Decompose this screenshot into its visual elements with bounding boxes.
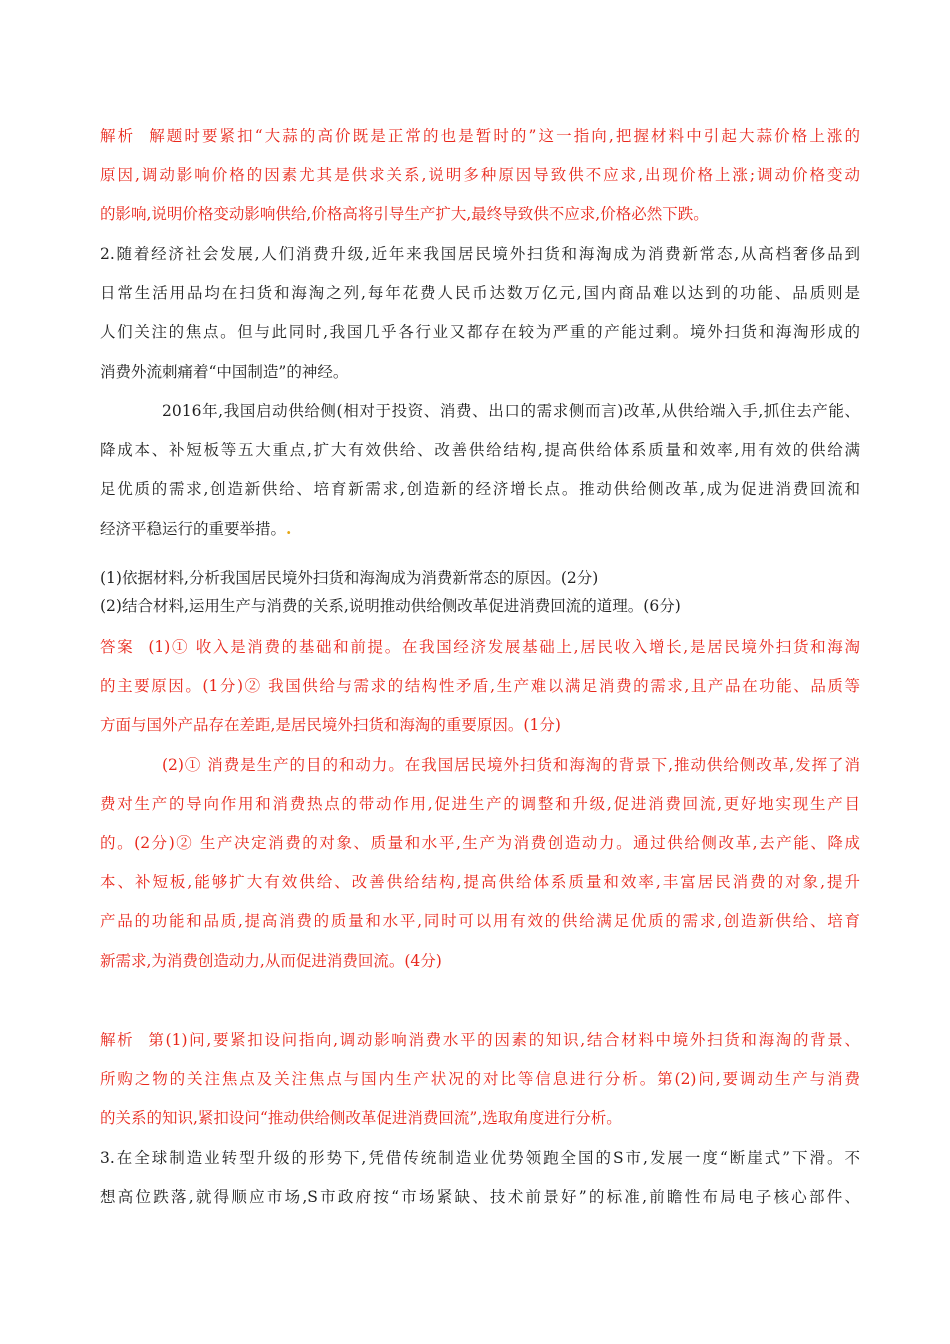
answer-2-part2-line: 新需求,为消费创造动力,从而促进消费回流。(4分): [100, 951, 442, 970]
question-2-line: 日常生活用品均在扫货和海淘之列,每年花费人民币达数万亿元,国内商品难以达到的功能、品质则是: [100, 284, 860, 303]
analysis-1-line: 解析 解题时要紧扣“大蒜的高价既是正常的也是暂时的”这一指向,把握材料中引起大蒜价格上涨的: [100, 127, 860, 145]
question-3-line: 3.在全球制造业转型升级的形势下,凭借传统制造业优势领跑全国的S市,发展一度“断崖式”下滑。不: [100, 1149, 860, 1167]
question-2: [100, 235, 860, 550]
question-3-line: 想高位跌落,就得顺应市场,S市政府按“市场紧缺、技术前景好”的标准,前瞻性布局电子核心部件、: [100, 1188, 860, 1207]
answer-2-line: 方面与国外产品存在差距,是居民境外扫货和海淘的重要原因。(1分): [100, 716, 561, 735]
question-2-line: 2.随着经济社会发展,人们消费升级,近年来我国居民境外扫货和海淘成为消费新常态,从高档奢侈品到: [100, 245, 860, 263]
analysis-1: [100, 117, 860, 235]
answer-2-part2-line: 本、补短板,能够扩大有效供给、改善供给结构,提高供给体系质量和效率,丰富居民消费的对象,提升: [100, 873, 860, 892]
answer-2-part2-line: (2)① 消费是生产的目的和动力。在我国居民境外扫货和海淘的背景下,推动供给侧改革,发挥了消: [162, 755, 860, 774]
analysis-1-line: 的影响,说明价格变动影响供给,价格高将引导生产扩大,最终导致供不应求,价格必然下跌。: [100, 205, 709, 224]
answer-2-part2-line: 费对生产的导向作用和消费热点的带动作用,促进生产的调整和升级,促进消费回流,更好地实现生产目: [100, 794, 860, 813]
question-2-para2-line: 经济平稳运行的重要举措。.: [100, 519, 292, 539]
answer-2-line: 的主要原因。(1分)② 我国供给与需求的结构性矛盾,生产难以满足消费的需求,且产品在功能、品质等: [100, 677, 860, 696]
analysis-2: [100, 1021, 860, 1139]
analysis-2-line: 所购之物的关注焦点及关注焦点与国内生产状况的对比等信息进行分析。第(2)问,要调动生产与消费: [100, 1070, 860, 1089]
question-2-line: 消费外流刺痛着“中国制造”的神经。: [100, 362, 349, 381]
answer-2-line: 答案 (1)① 收入是消费的基础和前提。在我国经济发展基础上,居民收入增长,是居民境外扫货和海淘: [100, 638, 860, 656]
answer-2-part2-line: 的。(2分)② 生产决定消费的对象、质量和水平,生产为消费创造动力。通过供给侧改革,去产能、降成: [100, 834, 860, 853]
question-2-subquestions: [100, 564, 860, 620]
answer-2-tag: 答案: [100, 638, 135, 656]
question-2-para2-line: 降成本、补短板等五大重点,扩大有效供给、改善供给结构,提高供给体系质量和效率,用有效的供给满: [100, 441, 860, 460]
analysis-2-line: 解析 第(1)问,要紧扣设问指向,调动影响消费水平的因素的知识,结合材料中境外扫货和海淘的背景、: [100, 1031, 860, 1049]
sub-question-2: (2)结合材料,运用生产与消费的关系,说明推动供给侧改革促进消费回流的道理。(6分): [100, 597, 681, 615]
analysis-2-tag: 解析: [100, 1031, 135, 1049]
stray-dot: .: [286, 519, 292, 539]
question-2-para2-line: 足优质的需求,创造新供给、培育新需求,创造新的经济增长点。推动供给侧改革,成为促进消费回流和: [100, 480, 860, 499]
sub-question-1: (1)依据材料,分析我国居民境外扫货和海淘成为消费新常态的原因。(2分): [100, 569, 599, 587]
question-2-line: 人们关注的焦点。但与此同时,我国几乎各行业又都存在较为严重的产能过剩。境外扫货和海淘形成的: [100, 323, 860, 342]
answer-2: [100, 628, 860, 981]
question-3: [100, 1139, 860, 1217]
analysis-2-line: 的关系的知识,紧扣设问“推动供给侧改革促进消费回流”,选取角度进行分析。: [100, 1109, 622, 1128]
analysis-1-tag: 解析: [100, 127, 136, 145]
analysis-1-line: 原因,调动影响价格的因素尤其是供求关系,说明多种原因导致供不应求,出现价格上涨;调动价格变动: [100, 166, 860, 185]
answer-2-part2-line: 产品的功能和品质,提高消费的质量和水平,同时可以用有效的供给满足优质的需求,创造新供给、培育: [100, 912, 860, 931]
question-2-para2-line: 2016年,我国启动供给侧(相对于投资、消费、出口的需求侧而言)改革,从供给端入手,抓住去产能、: [162, 401, 860, 420]
